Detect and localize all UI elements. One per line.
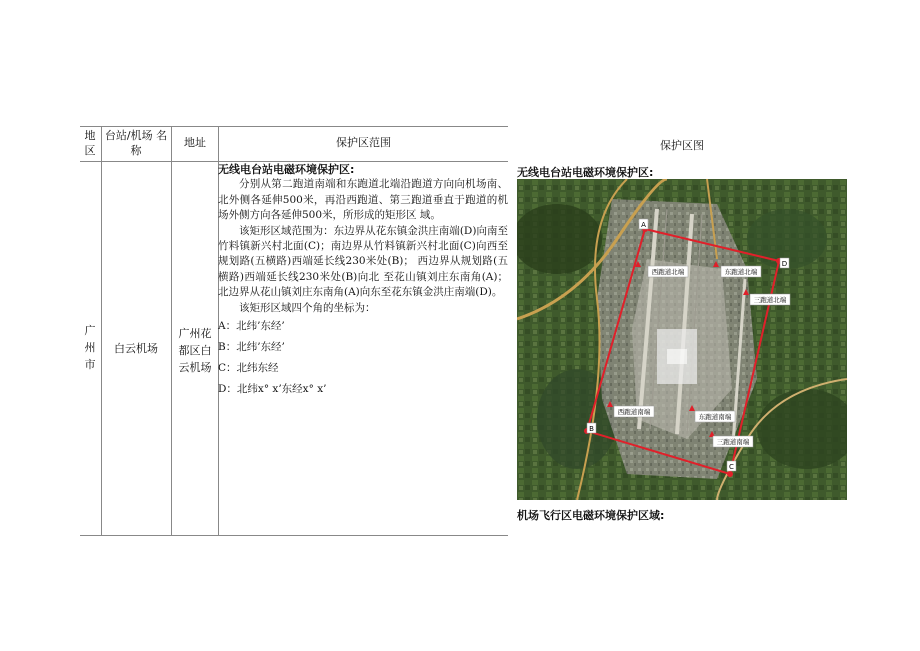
- protection-range-text: [218, 162, 508, 400]
- svg-text:C: C: [729, 463, 734, 471]
- col-divider-2: [171, 126, 172, 536]
- coordinate-d: D：北纬x° x’东经x° x’: [218, 383, 327, 396]
- svg-text:三跑道北端: 三跑道北端: [753, 296, 787, 304]
- protection-map-header: 保护区图: [660, 139, 704, 152]
- cell-address: 广州花都区白云机场: [178, 327, 212, 374]
- svg-text:西跑道南端: 西跑道南端: [617, 408, 651, 416]
- svg-text:东跑道北端: 东跑道北端: [724, 268, 758, 276]
- header-region: 地区: [84, 129, 96, 157]
- svg-text:D: D: [781, 260, 788, 268]
- coordinate-a: A：北纬’东经’: [218, 320, 285, 333]
- range-paragraph-3: 该矩形区域四个角的坐标为：: [239, 301, 376, 314]
- header-range: 保护区范围: [336, 136, 391, 149]
- svg-text:三跑道南端: 三跑道南端: [716, 438, 750, 446]
- table-bottom-rule: [80, 535, 508, 536]
- range-paragraph-2: 该矩形区域范围为：东边界从花东镇金洪庄南端(D)向南至竹料镇新兴村北面(C)；南边界从竹料镇新兴村北面(C)向西至规划路(五横路)西端延长线230米处(B)； 西边界从规划路(五横路)西端延长线230米处(B)向北 至花山镇刘庄东南角(A)；北边界从花山镇刘庄东南角(A)向东至花东镇金洪庄南端(D)。: [218, 224, 508, 299]
- header-address: 地址: [184, 136, 206, 149]
- svg-text:东跑道南端: 东跑道南端: [698, 413, 732, 421]
- satellite-map: [517, 179, 847, 500]
- coordinate-b: B：北纬’东经’: [218, 341, 285, 354]
- table-top-rule: [80, 126, 508, 127]
- satellite-map-graphic: [517, 179, 847, 500]
- map-title: 无线电台站电磁环境保护区:: [517, 166, 654, 179]
- svg-text:B: B: [589, 425, 594, 433]
- range-title: 无线电台站电磁环境保护区:: [218, 163, 355, 176]
- svg-text:西跑道北端: 西跑道北端: [651, 268, 685, 276]
- cell-station: 白云机场: [114, 342, 158, 355]
- col-divider-1: [101, 126, 102, 536]
- coordinate-c: C：北纬东经: [218, 362, 279, 375]
- range-paragraph-1: 分别从第二跑道南端和东跑道北端沿跑道方向向机场南、北外侧各延伸500米，再沿西跑道、第三跑道垂直于跑道的机场外侧方向各延伸500米，所形成的矩形区 域。: [218, 178, 508, 222]
- svg-text:A: A: [641, 221, 646, 229]
- map-caption: 机场飞行区电磁环境保护区域:: [517, 509, 665, 522]
- cell-region: 广州市: [84, 324, 96, 371]
- header-station: 台站/机场 名称: [104, 129, 168, 157]
